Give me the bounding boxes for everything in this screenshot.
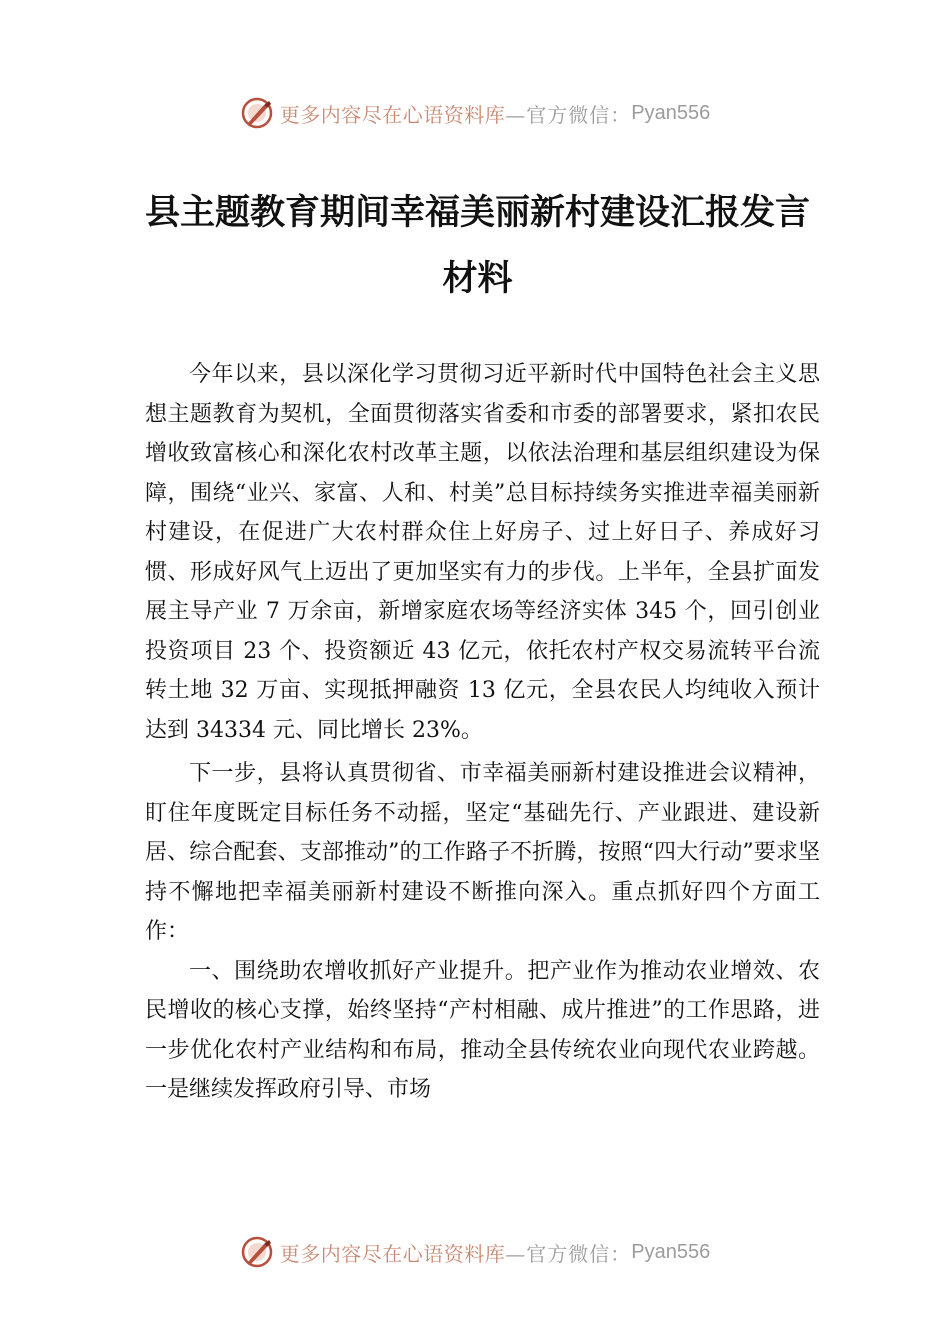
pen-nib-logo-icon — [240, 96, 274, 130]
paragraph-next-steps: 下一步，县将认真贯彻省、市幸福美丽新村建设推进会议精神，盯住年度既定目标任务不动摇，坚定“基础先行、产业跟进、建设新居、综合配套、支部推动”的工作路子不折腾，按照“四大行动”要求坚持不懈地把幸福美丽新村建设不断推向深入。重点抓好四个方面工作： — [145, 761, 820, 944]
pen-nib-logo-icon — [240, 1235, 274, 1269]
paragraph-section-one: 一、围绕助农增收抓好产业提升。把产业作为推动农业增效、农民增收的核心支撑，始终坚持“产村相融、成片推进”的工作思路，进一步优化农村产业结构和布局，推动全县传统农业向现代农业跨越。一是继续发挥政府引导、市场 — [145, 958, 820, 1102]
watermark-footer — [0, 1232, 950, 1272]
document-body — [145, 355, 820, 1110]
watermark-header — [0, 93, 950, 133]
watermark-contact-text: —官方微信： — [505, 1241, 632, 1266]
watermark-account: Pyan556 — [631, 101, 711, 124]
watermark-contact-text: —官方微信： — [505, 102, 632, 127]
watermark-brand-text: 更多内容尽在心语资料库 — [279, 102, 506, 127]
watermark-account: Pyan556 — [631, 1240, 711, 1263]
document-title: 县主题教育期间幸福美丽新村建设汇报发言材料 — [145, 192, 811, 299]
paragraph-intro: 今年以来，县以深化学习贯彻习近平新时代中国特色社会主义思想主题教育为契机，全面贯彻落实省委和市委的部署要求，紧扣农民增收致富核心和深化农村改革主题，以依法治理和基层组织建设为保障，围绕“业兴、家富、人和、村美”总目标持续务实推进幸福美丽新村建设，在促进广大农村群众住上好房子、过上好日子、养成好习惯、形成好风气上迈出了更加坚实有力的步伐。上半年，全县扩面发展主导产业 7 万余亩，新增家庭农场等经济实体 345 个，回引创业投资项目 23 个、投资额近 43 亿元，依托农村产权交易流转平台流转土地 32 万亩、实现抵押融资 13 亿元，全县农民人均纯收入预计达到 34334 元、同比增长 23%。 — [145, 362, 820, 743]
watermark-brand-text: 更多内容尽在心语资料库 — [279, 1241, 506, 1266]
